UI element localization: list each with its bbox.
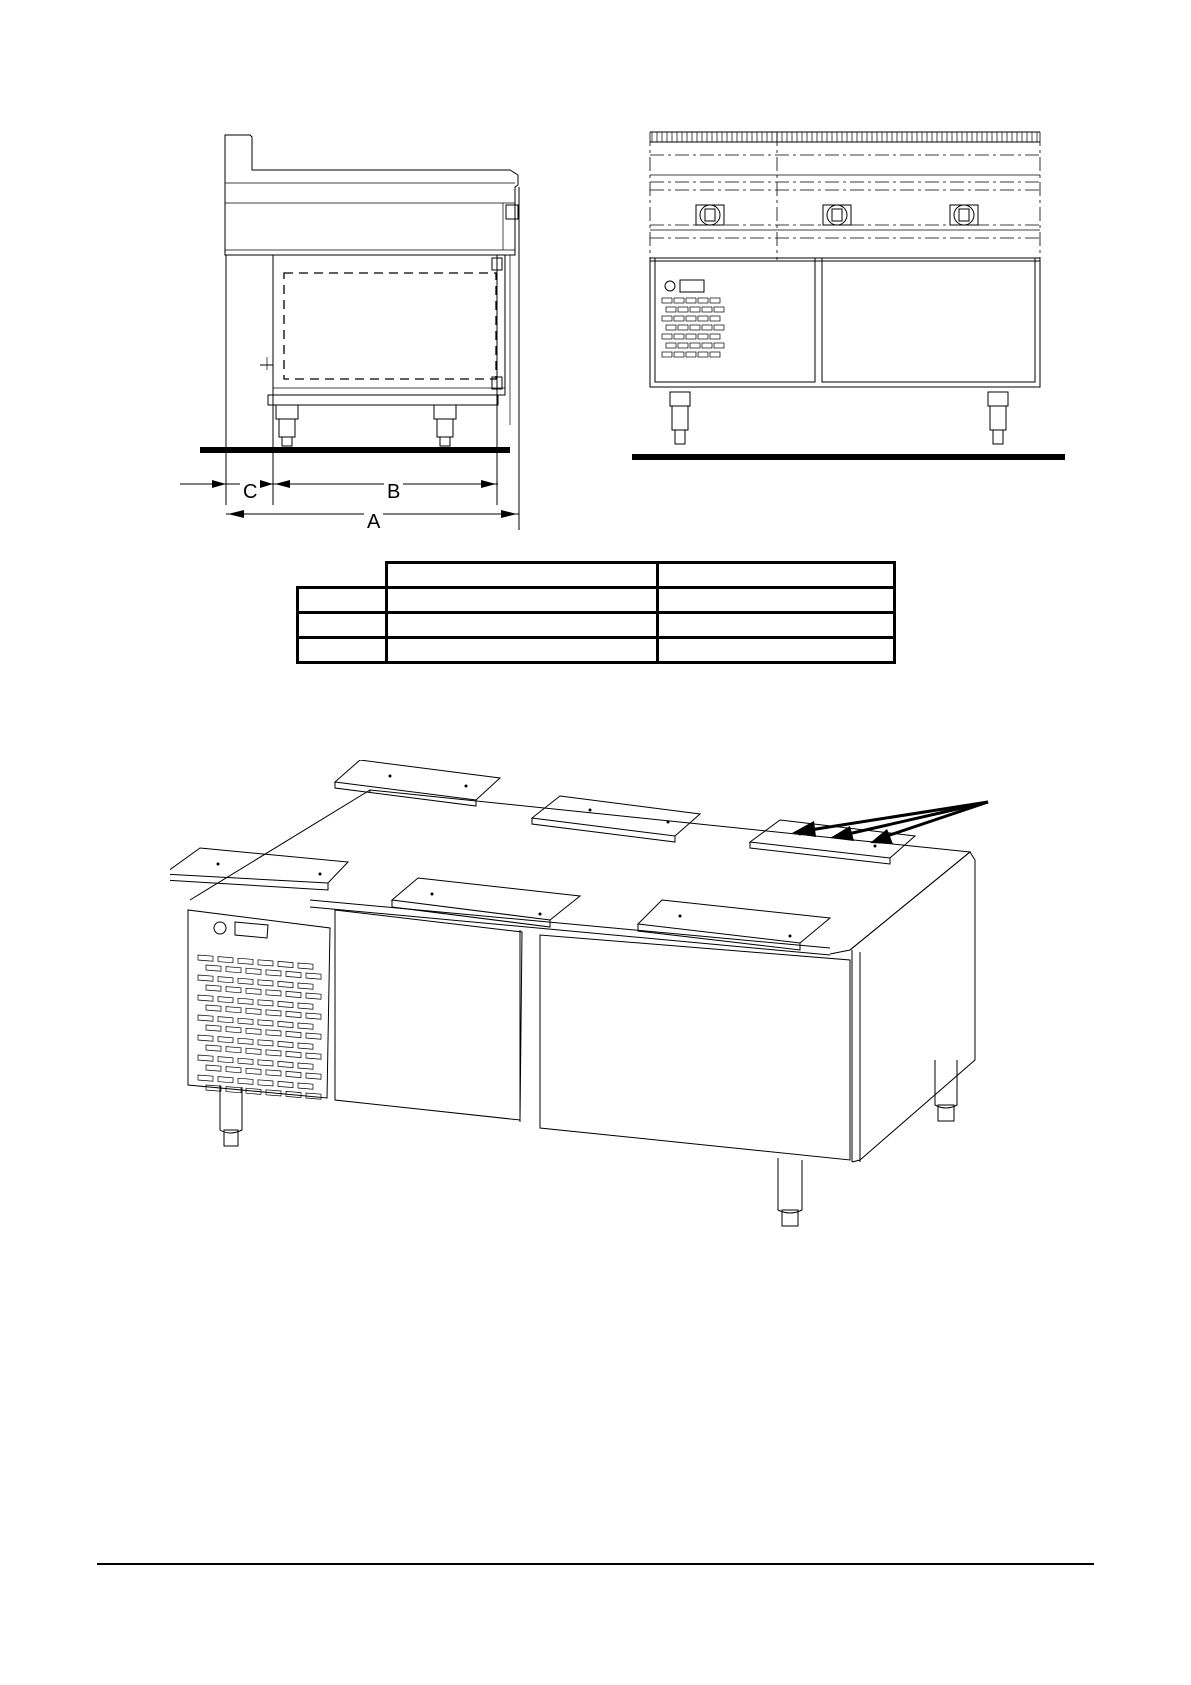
vent-slot: [198, 955, 213, 961]
vent-slot: [206, 1005, 221, 1011]
vent-slot: [206, 985, 221, 991]
left-door: [655, 258, 815, 382]
vent-slot: [238, 998, 253, 1004]
vent-slot: [690, 325, 700, 330]
vent-slot: [306, 1073, 321, 1079]
leg: [935, 1060, 957, 1121]
table-cell: [298, 638, 387, 663]
vent-slot: [306, 1053, 321, 1059]
right-door: [822, 258, 1035, 382]
vent-slot: [226, 1027, 241, 1033]
vent-slot: [206, 1045, 221, 1051]
table-cell: [658, 588, 895, 613]
knob-3-icon: [950, 205, 978, 225]
table-cell: [658, 638, 895, 663]
vent-slot: [710, 352, 720, 357]
vent-slot: [662, 352, 672, 357]
vent-slot: [710, 316, 720, 321]
table-header-row: [298, 563, 895, 588]
vent-slot: [298, 1003, 313, 1009]
vent-slot: [226, 967, 241, 973]
vent-slot: [238, 1058, 253, 1064]
vent-slot: [246, 1048, 261, 1054]
vent-slot: [258, 1000, 273, 1006]
vent-slot: [266, 1050, 281, 1056]
vent-slot: [714, 325, 724, 330]
vent-slot: [686, 298, 696, 303]
vent-slot: [258, 980, 273, 986]
vent-slot: [286, 971, 301, 977]
vent-slot: [686, 316, 696, 321]
vent-slot: [286, 991, 301, 997]
vent-slot: [306, 1033, 321, 1039]
vent-slot: [246, 1028, 261, 1034]
vent-slot: [286, 1071, 301, 1077]
vent-slot: [690, 343, 700, 348]
vent-slot: [246, 1068, 261, 1074]
vent-slot: [278, 961, 293, 967]
vent-slot: [198, 1015, 213, 1021]
vent-slot: [218, 957, 233, 963]
vent-slot: [206, 965, 221, 971]
vent-slot: [218, 1017, 233, 1023]
vent-slot: [298, 1023, 313, 1029]
table-cell: [298, 588, 387, 613]
vent-slot: [710, 334, 720, 339]
dimension-label-b: B: [384, 482, 403, 502]
vent-slot: [266, 1010, 281, 1016]
mounting-bracket: [638, 900, 830, 950]
vent-slot: [698, 316, 708, 321]
vent-slot: [258, 960, 273, 966]
vent-slot: [298, 1043, 313, 1049]
left-drawer-front: [335, 910, 522, 1120]
vent-slot: [674, 352, 684, 357]
vent-slot: [278, 1021, 293, 1027]
vent-slot: [666, 343, 676, 348]
vent-slot: [218, 1037, 233, 1043]
mounting-bracket: [170, 848, 348, 890]
vent-slot: [278, 981, 293, 987]
vent-slot: [298, 963, 313, 969]
side-view-drawing: [180, 125, 550, 535]
front-view-drawing: [630, 130, 1070, 470]
table-cell: [298, 613, 387, 638]
vent-slot: [258, 1020, 273, 1026]
vent-slot: [246, 1008, 261, 1014]
vent-slot: [226, 1007, 241, 1013]
callout-arrows: [792, 802, 988, 844]
vent-slot: [702, 343, 712, 348]
vent-slot: [714, 307, 724, 312]
vent-slot: [198, 975, 213, 981]
vent-slot: [674, 334, 684, 339]
vent-slot: [238, 1078, 253, 1084]
vent-slot: [674, 316, 684, 321]
vent-slot: [674, 298, 684, 303]
table-cell: [387, 563, 658, 588]
mounting-bracket: [532, 796, 700, 842]
vent-slot: [218, 1077, 233, 1083]
vent-slot: [198, 1035, 213, 1041]
vent-slot: [278, 1041, 293, 1047]
vent-slot: [286, 1031, 301, 1037]
grate-top: [650, 132, 1040, 142]
dimension-table: [296, 561, 896, 664]
vent-slot: [206, 1025, 221, 1031]
vent-slot: [298, 1083, 313, 1089]
table-row: [298, 613, 895, 638]
vent-slot: [298, 1063, 313, 1069]
vent-slot: [198, 995, 213, 1001]
vent-slot: [238, 1018, 253, 1024]
display-panel: [680, 280, 704, 292]
vent-slot: [258, 1060, 273, 1066]
vent-slot: [226, 1067, 241, 1073]
knob-2-icon: [823, 205, 851, 225]
vent-slot: [662, 334, 672, 339]
vent-slot: [266, 1070, 281, 1076]
vent-slot: [306, 1013, 321, 1019]
vent-slot: [198, 1075, 213, 1081]
vent-slot: [218, 997, 233, 1003]
vent-slot: [678, 307, 688, 312]
vent-slot: [662, 298, 672, 303]
vent-slot: [702, 307, 712, 312]
vent-slot: [286, 1011, 301, 1017]
vent-slot: [286, 1051, 301, 1057]
vent-slot: [666, 325, 676, 330]
vent-slot: [278, 1081, 293, 1087]
vent-slot: [698, 352, 708, 357]
vent-slot: [678, 343, 688, 348]
dimension-label-a: A: [364, 512, 383, 532]
table-cell: [298, 563, 387, 588]
vent-slot: [678, 325, 688, 330]
display-panel: [235, 922, 268, 938]
perspective-view-drawing: [170, 760, 1010, 1240]
vent-slot: [266, 1030, 281, 1036]
vent-slot: [258, 1080, 273, 1086]
vent-slot: [298, 983, 313, 989]
vent-slot: [698, 298, 708, 303]
footer-divider: [97, 1563, 1094, 1565]
vent-slot: [702, 325, 712, 330]
mounting-bracket: [335, 760, 500, 806]
table-cell: [658, 563, 895, 588]
vent-slot: [714, 343, 724, 348]
table-cell: [387, 638, 658, 663]
dimension-label-c: C: [240, 482, 260, 502]
table-row: [298, 638, 895, 663]
right-drawer-front: [540, 935, 850, 1160]
vent-slot: [278, 1061, 293, 1067]
vent-slot: [238, 1038, 253, 1044]
vent-slot: [226, 1047, 241, 1053]
ventilation-grille: [198, 955, 321, 1099]
table-cell: [387, 588, 658, 613]
vent-slot: [238, 958, 253, 964]
vent-slot: [246, 988, 261, 994]
leg: [778, 1158, 802, 1226]
knob-1-icon: [696, 205, 724, 225]
vent-slot: [306, 973, 321, 979]
vent-slot: [258, 1040, 273, 1046]
vent-slot: [710, 298, 720, 303]
thermostat-dial-icon: [214, 922, 226, 934]
vent-slot: [278, 1001, 293, 1007]
vent-slot: [238, 978, 253, 984]
vent-slot: [198, 1055, 213, 1061]
vent-slot: [266, 990, 281, 996]
vent-slot: [218, 1057, 233, 1063]
vent-slot: [698, 334, 708, 339]
vent-slot: [686, 352, 696, 357]
vent-slot: [666, 307, 676, 312]
vent-slot: [690, 307, 700, 312]
table-cell: [658, 613, 895, 638]
vent-slot: [246, 968, 261, 974]
vent-slot: [686, 334, 696, 339]
side-knob-icon: [506, 205, 518, 219]
table-row: [298, 588, 895, 613]
thermostat-dial-icon: [665, 281, 675, 291]
vent-slot: [306, 993, 321, 999]
vent-slot: [206, 1065, 221, 1071]
ventilation-grille: [662, 298, 724, 357]
vent-slot: [226, 987, 241, 993]
vent-slot: [662, 316, 672, 321]
vent-slot: [218, 977, 233, 983]
table-cell: [387, 613, 658, 638]
vent-slot: [266, 970, 281, 976]
leg: [220, 1085, 242, 1146]
